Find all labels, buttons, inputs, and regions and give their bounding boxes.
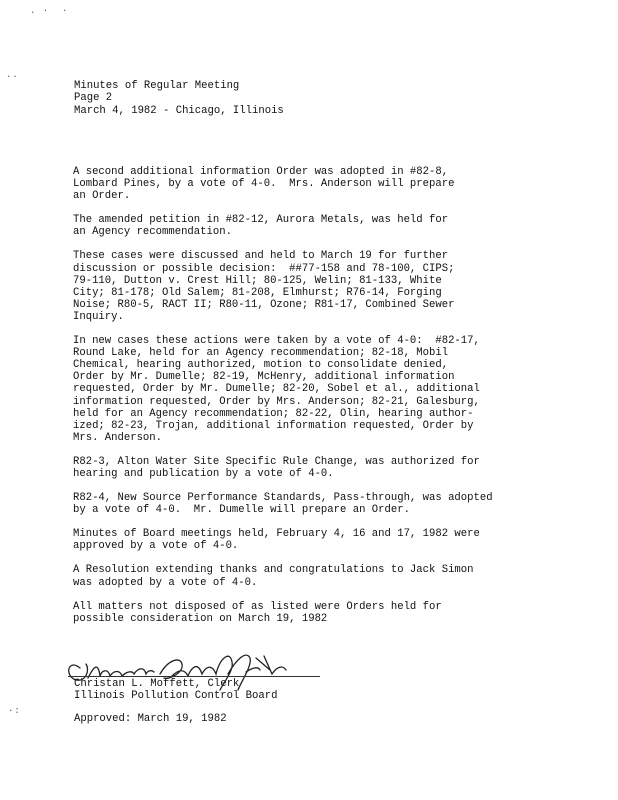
text-line: discussion or possible decision: ##77-158 and 78-100, CIPS;	[73, 262, 455, 275]
paragraph	[73, 166, 553, 202]
scan-artifact: ·:	[8, 706, 21, 716]
text-line: Chemical, hearing authorized, motion to consolidate denied,	[73, 359, 449, 372]
paragraph	[73, 335, 553, 444]
document-header	[74, 80, 284, 117]
document-body	[73, 166, 553, 637]
text-line: These cases were discussed and held to March 19 for further	[73, 250, 449, 263]
paragraph	[73, 214, 553, 238]
signer-block	[74, 678, 277, 703]
header-page-number: Page 2	[74, 92, 113, 105]
paragraph	[73, 250, 553, 323]
text-line: an Agency recommendation.	[73, 226, 232, 239]
text-line: City; 81-178; Old Salem; 81-208, Elmhurst; R76-14, Forging	[73, 286, 442, 299]
paragraph	[73, 601, 553, 625]
header-date-location: March 4, 1982 - Chicago, Illinois	[74, 104, 284, 117]
signer-name: Christan L. Moffett, Clerk	[74, 678, 240, 690]
signature-line	[68, 676, 320, 677]
paragraph	[73, 492, 553, 516]
paragraph	[73, 528, 553, 552]
text-line: Inquiry.	[73, 310, 124, 323]
text-line: The amended petition in #82-12, Aurora Metals, was held for	[73, 214, 449, 227]
text-line: hearing and publication by a vote of 4-0.	[73, 467, 334, 480]
text-line: by a vote of 4-0. Mr. Dumelle will prepare an Order.	[73, 504, 410, 517]
text-line: Round Lake, held for an Agency recommendation; 82-18, Mobil	[73, 347, 449, 360]
text-line: possible consideration on March 19, 1982	[73, 612, 328, 625]
text-line: Order by Mr. Dumelle; 82-19, McHenry, additional information	[73, 371, 455, 384]
paragraph	[73, 564, 553, 588]
text-line: information requested, Order by Mrs. Anderson; 82-21, Galesburg,	[73, 395, 480, 408]
paragraph	[73, 456, 553, 480]
text-line: All matters not disposed of as listed were Orders held for	[73, 600, 442, 613]
text-line: held for an Agency recommendation; 82-22, Olin, hearing author-	[73, 407, 474, 420]
text-line: A Resolution extending thanks and congratulations to Jack Simon	[73, 564, 474, 577]
text-line: A second additional information Order was adopted in #82-8,	[73, 166, 449, 178]
text-line: requested, Order by Mr. Dumelle; 82-20, Sobel et al., additional	[73, 383, 480, 396]
approval-date: Approved: March 19, 1982	[74, 713, 227, 725]
text-line: approved by a vote of 4-0.	[73, 540, 239, 553]
text-line: In new cases these actions were taken by a vote of 4-0: #82-17,	[73, 335, 480, 348]
header-title: Minutes of Regular Meeting	[74, 80, 240, 92]
scan-artifact: . · ·	[30, 6, 69, 16]
text-line: 79-110, Dutton v. Crest Hill; 80-125, Welin; 81-133, White	[73, 274, 442, 287]
text-line: Noise; R80-5, RACT II; R80-11, Ozone; R81-17, Combined Sewer	[73, 298, 455, 311]
text-line: R82-3, Alton Water Site Specific Rule Change, was authorized for	[73, 455, 480, 468]
text-line: Lombard Pines, by a vote of 4-0. Mrs. Anderson will prepare	[73, 178, 455, 191]
scan-artifact: ··	[6, 72, 19, 82]
text-line: Mrs. Anderson.	[73, 431, 163, 444]
signer-organization: Illinois Pollution Control Board	[74, 690, 278, 703]
text-line: an Order.	[73, 190, 131, 203]
text-line: was adopted by a vote of 4-0.	[73, 576, 258, 589]
text-line: Minutes of Board meetings held, February 4, 16 and 17, 1982 were	[73, 528, 480, 541]
text-line: R82-4, New Source Performance Standards, Pass-through, was adopted	[73, 492, 493, 505]
text-line: ized; 82-23, Trojan, additional information requested, Order by	[73, 419, 474, 432]
